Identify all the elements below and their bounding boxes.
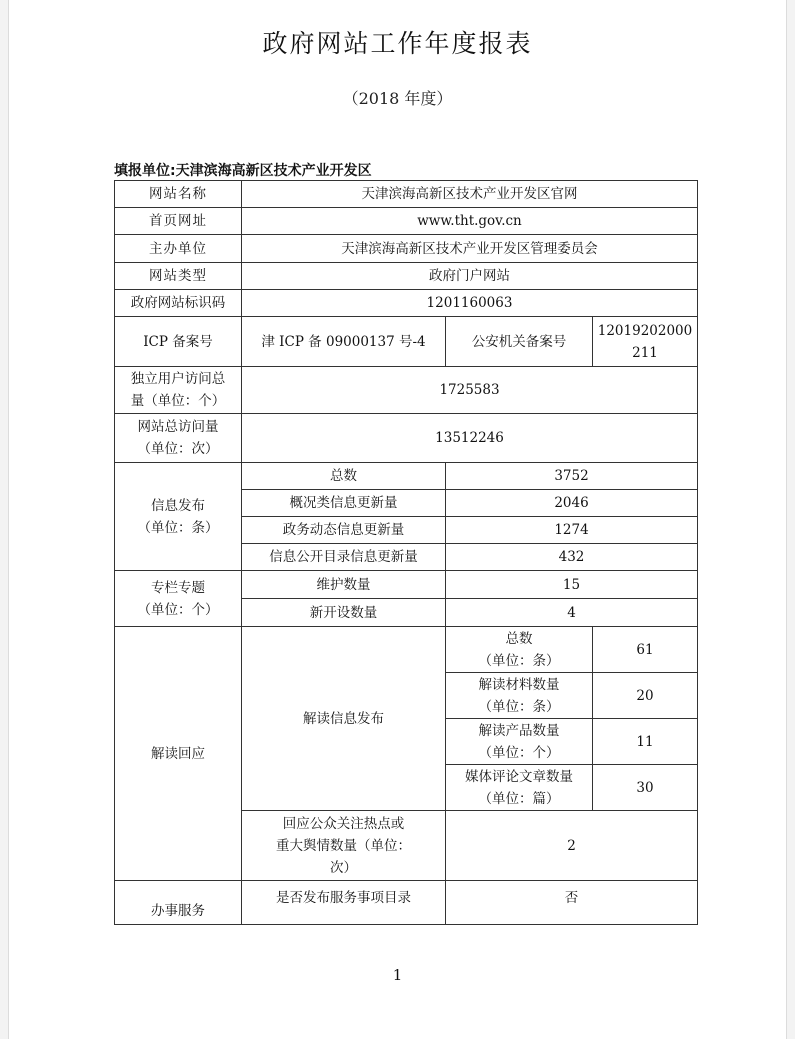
info-publish-item-value: 432 [446,544,698,571]
site-id-label: 政府网站标识码 [115,290,242,317]
interpretation-item-value: 30 [593,765,698,811]
pv-label-line-1: 网站总访问量 [137,419,219,435]
uv-value: 1725583 [242,367,698,414]
service-item-label: 是否发布服务事项目录 [242,881,446,925]
special-column-item-label: 维护数量 [242,571,446,599]
table-row [115,290,698,317]
police-record-value-line-2: 211 [632,344,658,361]
homepage-value: www.tht.gov.cn [242,208,698,235]
interpretation-item-label [446,765,593,811]
response-label-line-3: 次） [330,859,357,876]
homepage-label: 首页网址 [115,208,242,235]
icp-label: ICP 备案号 [115,317,242,367]
police-record-value-line-1: 12019202000 [597,322,693,339]
info-publish-item-value: 2046 [446,490,698,517]
interpretation-item-value: 20 [593,673,698,719]
site-name-value: 天津滨海高新区技术产业开发区官网 [242,181,698,208]
service-label-text: 办事服务 [151,903,205,919]
response-value: 2 [446,811,698,881]
site-name-label: 网站名称 [115,181,242,208]
service-item-value: 否 [446,881,698,925]
interpretation-item-label [446,719,593,765]
icp-value: 津 ICP 备 09000137 号-4 [242,317,446,367]
special-column-item-label: 新开设数量 [242,599,446,627]
site-type-label: 网站类型 [115,263,242,290]
info-publish-item-value: 3752 [446,463,698,490]
table-row [115,181,698,208]
service-label [115,881,242,925]
interpretation-label: 解读回应 [115,627,242,881]
interpretation-item-label-line-1: 总数 [505,630,533,647]
response-label-line-1: 回应公众关注热点或 [282,815,405,832]
sponsor-label: 主办单位 [115,235,242,263]
interpretation-item-label-line-1: 媒体评论文章数量 [465,768,573,785]
filler-label: 填报单位: [114,163,176,179]
table-row [115,317,698,367]
info-publish-label [115,463,242,571]
response-label [242,811,446,881]
info-publish-item-label: 总数 [242,463,446,490]
page-number: 1 [392,966,403,984]
interpretation-item-label-line-2: （单位：条） [478,652,560,669]
site-id-value: 1201160063 [242,290,698,317]
response-label-line-2: 重大舆情数量（单位： [276,837,411,854]
page-edge-right [786,0,795,1039]
interpretation-item-label [446,627,593,673]
interpretation-item-label-line-2: （单位：个） [478,744,560,761]
table-row [115,235,698,263]
table-row [115,881,698,925]
sponsor-value: 天津滨海高新区技术产业开发区管理委员会 [242,235,698,263]
table-row [115,414,698,463]
info-publish-item-label: 政务动态信息更新量 [242,517,446,544]
table-row [115,208,698,235]
info-publish-label-line-1: 信息发布 [151,497,205,514]
info-publish-item-label: 概况类信息更新量 [242,490,446,517]
table-row [115,627,698,673]
site-type-value: 政府门户网站 [242,263,698,290]
pv-label-line-2: （单位：次） [137,441,219,457]
interpretation-sub-label: 解读信息发布 [242,627,446,811]
police-record-label: 公安机关备案号 [446,317,593,367]
info-publish-item-value: 1274 [446,517,698,544]
info-publish-label-line-2: （单位：条） [137,519,219,536]
table-row [115,263,698,290]
special-column-item-value: 4 [446,599,698,627]
pv-label [115,414,242,463]
interpretation-item-label-line-1: 解读产品数量 [478,722,560,739]
interpretation-item-value: 61 [593,627,698,673]
special-column-label-line-1: 专栏专题 [151,579,205,596]
uv-label-line-1: 独立用户访问总 [130,371,226,387]
police-record-value [593,317,698,367]
report-table [114,180,698,925]
uv-label-line-2: 量（单位：个） [130,393,226,409]
table-row [115,463,698,490]
interpretation-item-label-line-1: 解读材料数量 [478,676,560,693]
report-year: （2018 年度） [342,89,453,108]
filler-value: 天津滨海高新区技术产业开发区 [175,163,372,179]
pv-value: 13512246 [242,414,698,463]
special-column-label-line-2: （单位：个） [137,601,219,618]
filler-unit [114,160,372,180]
uv-label [115,367,242,414]
special-column-item-value: 15 [446,571,698,599]
report-title: 政府网站工作年度报表 [262,29,533,58]
interpretation-item-value: 11 [593,719,698,765]
page-edge-left [0,0,9,1039]
info-publish-item-label: 信息公开目录信息更新量 [242,544,446,571]
table-row [115,367,698,414]
interpretation-item-label-line-2: （单位：条） [478,698,560,715]
table-row [115,571,698,599]
interpretation-item-label-line-2: （单位：篇） [478,790,560,807]
interpretation-item-label [446,673,593,719]
special-column-label [115,571,242,627]
